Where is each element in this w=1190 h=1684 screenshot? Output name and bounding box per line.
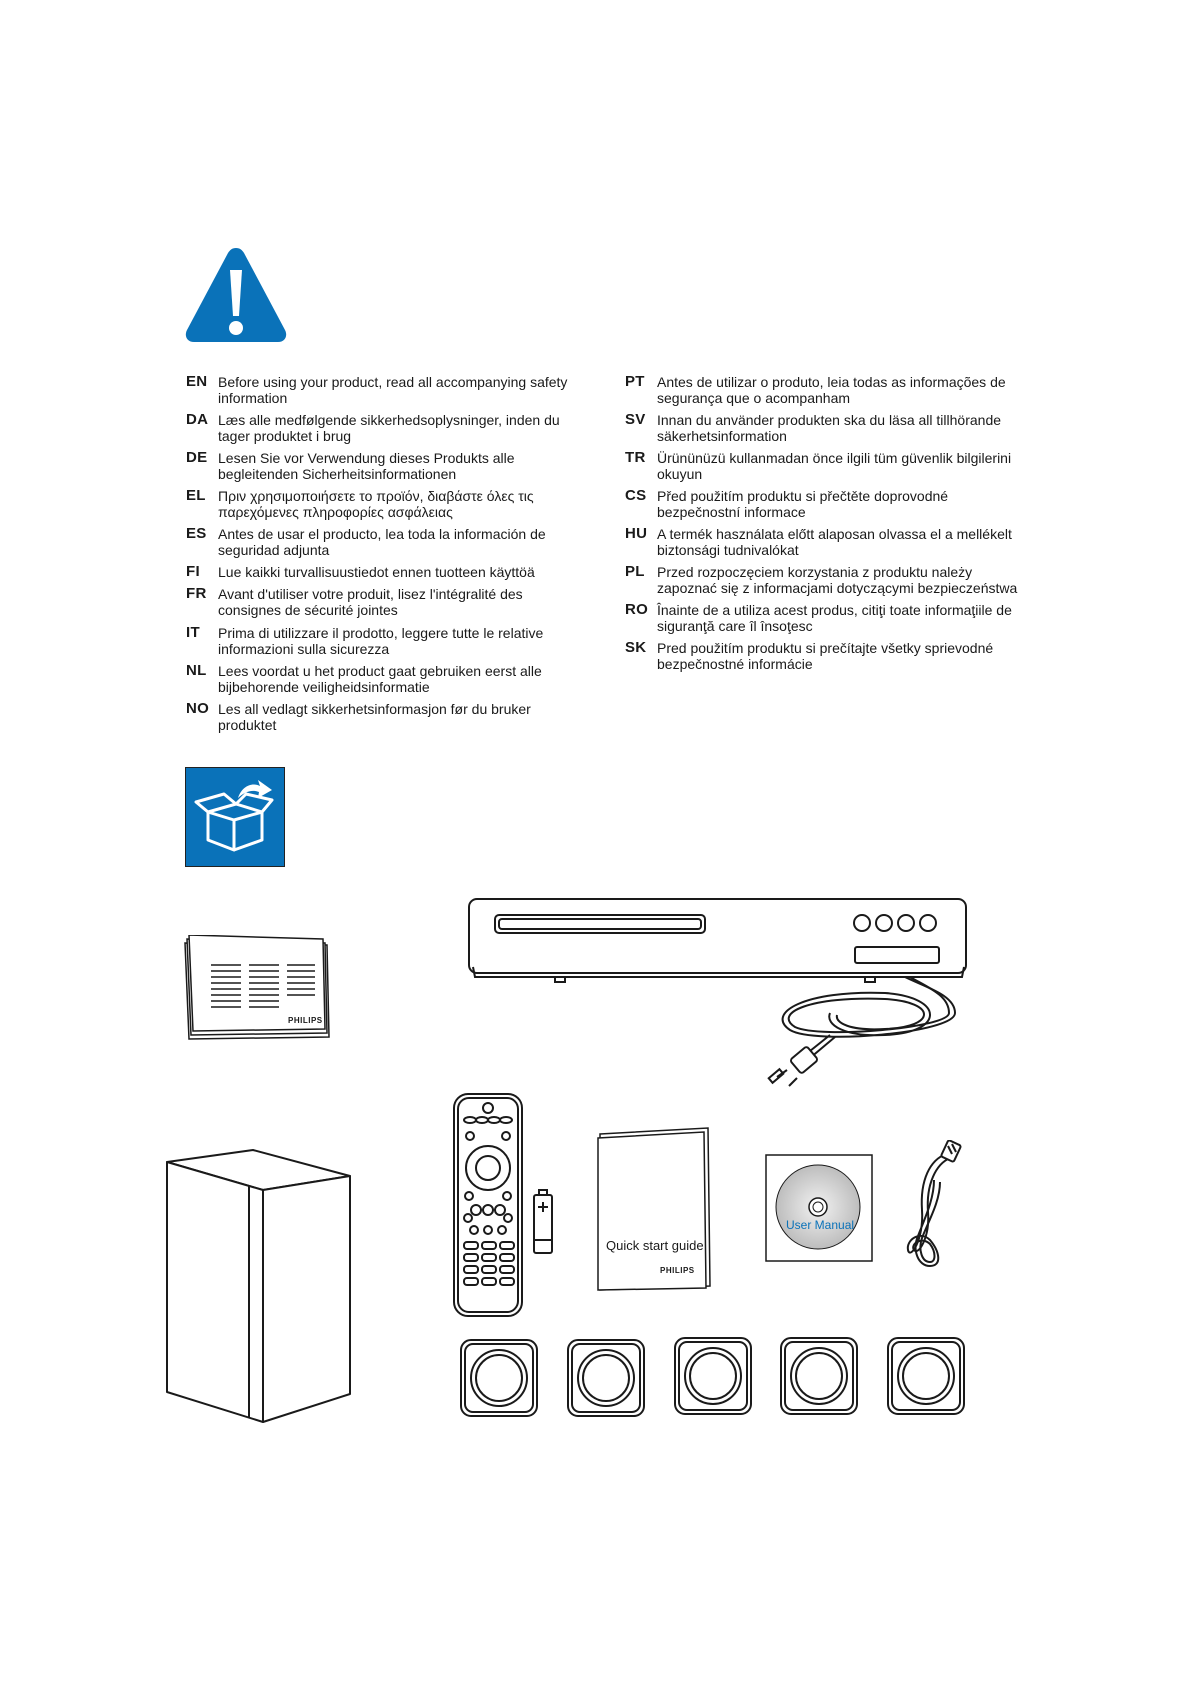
user-manual-cd-illustration bbox=[765, 1154, 873, 1262]
lang-item-pt: PT Antes de utilizar o produto, leia todas as informações de segurança que o acompanham bbox=[625, 373, 1006, 406]
quick-start-guide-illustration bbox=[596, 1126, 712, 1292]
lang-item-tr: TR Ürününüzü kullanmadan önce ilgili tüm güvenlik bilgilerini okuyun bbox=[625, 449, 1012, 482]
lang-item-it: IT Prima di utilizzare il prodotto, leggere tutte le relative informazioni sulla sicurezza bbox=[186, 624, 544, 657]
language-list-left bbox=[186, 374, 586, 739]
lang-item-no: NO Les all vedlagt sikkerhetsinformasjon før du bruker produktet bbox=[186, 700, 531, 733]
quick-start-title: Quick start guide bbox=[606, 1238, 704, 1253]
lang-item-es: ES Antes de usar el producto, lea toda la información de seguridad adjunta bbox=[186, 525, 546, 558]
lang-item-pl: PL Przed rozpoczęciem korzystania z produktu należy zapoznać się z informacjami dotyczącymi bezpieczeństwa bbox=[625, 563, 1018, 596]
warning-triangle-icon bbox=[184, 244, 288, 348]
lang-item-cs: CS Před použitím produktu si přečtěte doprovodné bezpečnostní informace bbox=[625, 487, 949, 520]
subwoofer-illustration bbox=[165, 1148, 353, 1424]
lang-item-da: DA Læs alle medfølgende sikkerhedsoplysninger, inden du tager produktet i brug bbox=[186, 411, 560, 444]
satellite-speaker bbox=[886, 1336, 966, 1416]
remote-control-illustration bbox=[452, 1092, 524, 1318]
battery-icon bbox=[531, 1188, 555, 1256]
cd-label: User Manual bbox=[786, 1218, 855, 1232]
satellite-speaker bbox=[459, 1338, 539, 1418]
satellite-speaker bbox=[673, 1336, 753, 1416]
lang-item-nl: NL Lees voordat u het product gaat gebruiken eerst alle bijbehorende veiligheidsinformatie bbox=[186, 662, 542, 695]
lang-item-hu: HU A termék használata előtt alaposan olvassa el a mellékelt biztonsági tudnivalókat bbox=[625, 525, 1012, 558]
quick-start-brand: PHILIPS bbox=[660, 1266, 695, 1275]
lang-item-de: DE Lesen Sie vor Verwendung dieses Produkts alle begleitenden Sicherheitsinformationen bbox=[186, 449, 515, 482]
cable-illustration bbox=[900, 1140, 970, 1270]
lang-item-fr: FR Avant d'utiliser votre produit, lisez l'intégralité des consignes de sécurité jointes bbox=[186, 585, 523, 618]
language-list-right bbox=[625, 374, 1030, 678]
satellite-speaker bbox=[566, 1338, 646, 1418]
leaflet-brand: PHILIPS bbox=[288, 1016, 323, 1025]
lang-item-el: EL Πριν χρησιμοποιήσετε το προϊόν, διαβάστε όλες τις παρεχόμενες πληροφορίες ασφάλειας bbox=[186, 487, 534, 520]
safety-leaflet-illustration bbox=[183, 935, 333, 1043]
lang-item-ro: RO Înainte de a utiliza acest produs, citiţi toate informaţiile de siguranţă care îl însoţesc bbox=[625, 601, 1012, 634]
satellite-speaker bbox=[779, 1336, 859, 1416]
lang-item-sv: SV Innan du använder produkten ska du läsa all tillhörande säkerhetsinformation bbox=[625, 411, 1002, 444]
lang-item-en: EN Before using your product, read all accompanying safety information bbox=[186, 373, 568, 406]
dvd-player-illustration bbox=[465, 895, 970, 1095]
lang-item-fi: FI Lue kaikki turvallisuustiedot ennen tuotteen käyttöä bbox=[186, 563, 535, 580]
open-box-icon bbox=[185, 767, 285, 867]
lang-item-sk: SK Pred použitím produktu si prečítajte všetky sprievodné bezpečnostné informácie bbox=[625, 639, 994, 672]
